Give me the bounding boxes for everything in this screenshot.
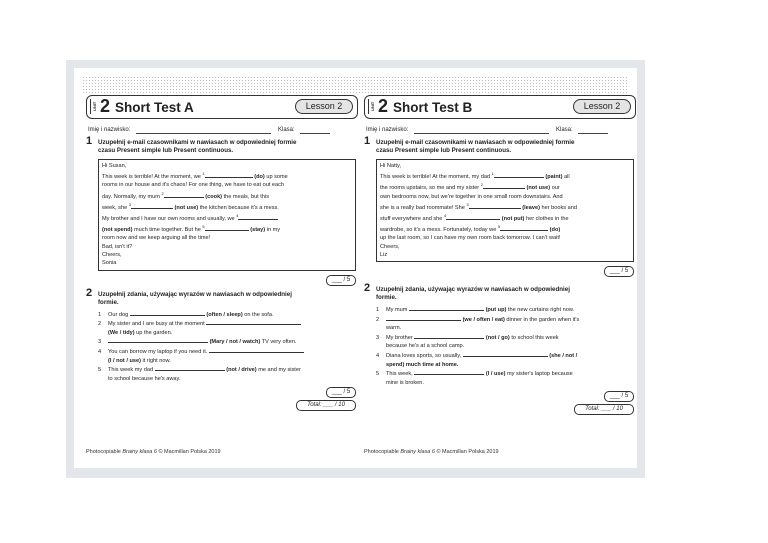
answer-gap[interactable] <box>414 334 484 339</box>
answer-gap[interactable] <box>414 370 484 375</box>
answer-gap[interactable] <box>238 215 278 220</box>
task-instruction: Uzupełnij e-mail czasownikami w nawiasach w odpowiedniej formie czasu Present simple lub Present continuous. <box>376 139 575 154</box>
answer-gap[interactable] <box>108 338 208 343</box>
name-class-row <box>86 125 358 139</box>
answer-gap[interactable] <box>500 226 548 231</box>
short-test-b <box>364 95 636 463</box>
answer-gap[interactable] <box>131 204 173 209</box>
answer-gap[interactable] <box>164 193 204 198</box>
test-a-header <box>86 95 358 119</box>
answer-gap[interactable] <box>494 173 544 178</box>
class-field[interactable] <box>300 133 330 134</box>
list-item: 4 Diana loves sports, so usually, (she / not / spend) much time at home. <box>376 353 578 368</box>
unit-number: 2 <box>378 96 389 116</box>
list-item: 1 Our dog (often / sleep) on the sofa. <box>98 311 274 318</box>
answer-gap[interactable] <box>446 215 500 220</box>
email-text-box: Hi Natty, This week is terrible! At the moment, my dad $^1$ (paint) all the rooms upstairs, so me and my sister $^2$ (not use) our own bedrooms now, but we're together in one small room downstairs. And she is a really bad roommate! She $^3$ (leave) her books and stuff everywhere and she $^4$ (not put) her clothes in the wardrobe, so it's a mess. Fortunately, today we $^5$ (do) up the last room, so I can have my own room back tomorrow. I can't wait! Cheers, Liz <box>376 159 634 262</box>
document-frame <box>66 60 645 478</box>
list-item: 2 (we / often / eat) dinner in the garden when it's warm. <box>376 317 580 332</box>
name-field[interactable] <box>136 133 271 134</box>
answer-gap[interactable] <box>463 352 548 357</box>
answer-gap[interactable] <box>155 366 225 371</box>
unit-number: 2 <box>100 96 111 116</box>
answer-gap[interactable] <box>483 184 525 189</box>
copyright-footer: Photocopiable Brainy klasa 6 © Macmillan Polska 2019 <box>86 449 221 455</box>
answer-gap[interactable] <box>209 348 304 353</box>
score-box: ___ / 5 <box>326 275 356 286</box>
lesson-badge: Lesson 2 <box>573 99 631 114</box>
email-text-box: Hi Susan, This week is terrible! At the moment, we $^1$ (do) up some rooms in our house and it's chaos! For one thing, we have to eat out each day. Normally, my mum $^2$ (cook) the meals, but this week, she $^3$ (not use) the kitchen because it's a mess. My brother and I have our own rooms and usually, we $^4$ (not spend) much time together. But he $^5$ (stay) in my room now and we keep arguing all the time! Bad, isn't it? Cheers, Sonia <box>98 159 356 271</box>
class-label: Klasa: <box>278 127 295 133</box>
name-label: Imię i nazwisko: <box>88 127 131 133</box>
task-1-score <box>86 275 358 287</box>
answer-gap[interactable] <box>205 173 253 178</box>
sentence-list <box>98 311 356 383</box>
answer-gap[interactable] <box>409 306 484 311</box>
lesson-badge: Lesson 2 <box>295 99 353 114</box>
answer-gap[interactable] <box>206 320 301 325</box>
list-item: 1 My mum (put up) the new curtains right now. <box>376 307 575 314</box>
copyright-footer: Photocopiable Brainy klasa 6 © Macmillan Polska 2019 <box>364 449 499 455</box>
unit-label: UNIT <box>90 99 99 114</box>
name-label: Imię i nazwisko: <box>366 127 409 133</box>
name-class-row <box>364 125 636 139</box>
unit-label: UNIT <box>368 99 377 114</box>
list-item: 5 This week, (I / use) my sister's laptop because mine is broken. <box>376 371 573 386</box>
task-1 <box>86 135 358 287</box>
task-1-score <box>364 266 636 278</box>
list-item: 4 You can borrow my laptop if you need it. (I / not / use) it right now. <box>98 348 356 365</box>
test-a-title: Short Test A <box>115 100 194 115</box>
task-instruction: Uzupełnij zdania, używając wyrazów w nawiasach w odpowiedniej formie. <box>376 286 570 302</box>
test-b-header <box>364 95 636 119</box>
task-number: 2 <box>364 282 371 295</box>
class-label: Klasa: <box>556 127 573 133</box>
task-2-score <box>86 387 358 399</box>
answer-gap[interactable] <box>386 316 461 321</box>
class-field[interactable] <box>578 133 608 134</box>
score-box: ___ / 5 <box>604 391 634 402</box>
list-item: 3 My brother (not / go) to school this week because he's at a school camp. <box>376 335 559 350</box>
task-2 <box>364 282 636 417</box>
task-instruction: Uzupełnij e-mail czasownikami w nawiasach w odpowiedniej formie czasu Present simple lub Present continuous. <box>98 139 297 154</box>
total-score-box: Total: ___ / 10 <box>574 404 634 415</box>
answer-gap[interactable] <box>130 311 205 316</box>
list-item: 3 (Mary / not / watch) TV very often. <box>98 339 297 346</box>
task-number: 1 <box>364 135 371 147</box>
short-test-a <box>86 95 358 463</box>
test-b-title: Short Test B <box>393 100 473 115</box>
score-box: ___ / 5 <box>326 387 356 398</box>
task-number: 2 <box>86 286 93 299</box>
dotted-header-band <box>82 76 629 94</box>
total-score-box: Total: ___ / 10 <box>296 400 356 411</box>
score-box: ___ / 5 <box>604 266 634 277</box>
worksheet-page <box>74 68 637 468</box>
list-item: 5 This week my dad (not / drive) me and my sister to school because he's away. <box>98 367 301 382</box>
task-1 <box>364 135 636 278</box>
task-instruction: Uzupełnij zdania, używając wyrazów w nawiasach w odpowiedniej formie. <box>98 290 292 306</box>
answer-gap[interactable] <box>469 204 521 209</box>
name-field[interactable] <box>414 133 549 134</box>
list-item: 2 My sister and I are busy at the moment (We / tidy) up the garden. <box>98 320 356 337</box>
sentence-list <box>376 306 634 387</box>
answer-gap[interactable] <box>205 226 249 231</box>
task-2-score <box>364 391 636 403</box>
task-2 <box>86 286 358 413</box>
task-number: 1 <box>86 135 93 147</box>
